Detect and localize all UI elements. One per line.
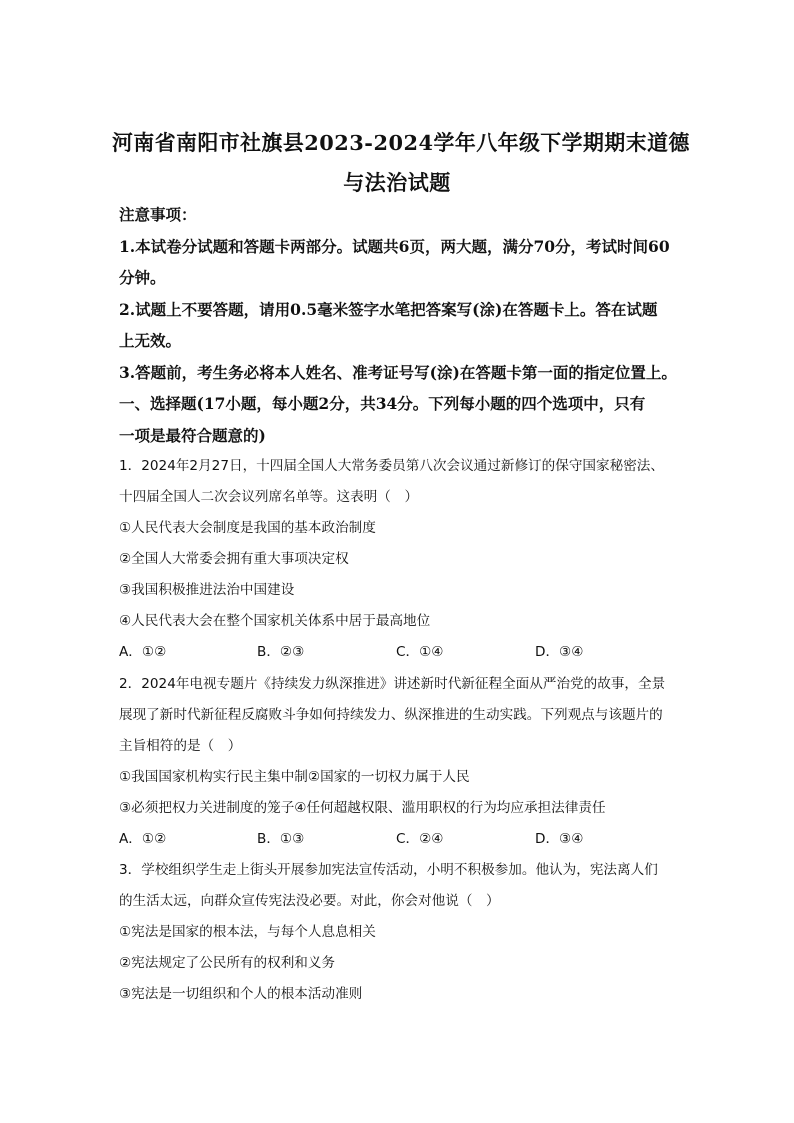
question-2-stem-line-3: 主旨相符的是（ ） xyxy=(119,738,242,754)
notice-item-3: 3.答题前，考生务必将本人姓名、准考证号写(涂)在答题卡第一面的指定位置上。 xyxy=(119,363,677,382)
question-1-statement-3: ③我国积极推进法治中国建设 xyxy=(119,582,295,598)
question-1-option-a: A．①② xyxy=(119,644,167,660)
question-1-statement-2: ②全国人大常委会拥有重大事项决定权 xyxy=(119,551,349,567)
notice-item-1-line-2: 分钟。 xyxy=(119,268,166,287)
question-2-option-d: D．③④ xyxy=(535,831,584,847)
question-1-option-d: D．③④ xyxy=(535,644,584,660)
question-2-option-a: A．①② xyxy=(119,831,167,847)
question-2-statements-1-2: ①我国国家机构实行民主集中制②国家的一切权力属于人民 xyxy=(119,769,470,785)
question-1-statement-4: ④人民代表大会在整个国家机关体系中居于最高地位 xyxy=(119,613,431,629)
question-2-option-b: B．①③ xyxy=(257,831,305,847)
section-1-heading-line-1: 一、选择题(17小题，每小题2分，共34分。下列每小题的四个选项中，只有 xyxy=(119,394,646,413)
question-1-stem-line-2: 十四届全国人二次会议列席名单等。这表明（ ） xyxy=(119,489,419,505)
question-1-option-b: B．②③ xyxy=(257,644,305,660)
question-1-option-c: C．①④ xyxy=(396,644,444,660)
exam-title-line1: 河南省南阳市社旗县2023-2024学年八年级下学期期末道德 xyxy=(112,130,690,155)
question-2-option-c: C．②④ xyxy=(396,831,444,847)
notice-item-1-line-1: 1.本试卷分试题和答题卡两部分。试题共6页，两大题，满分70分，考试时间60 xyxy=(119,237,670,256)
question-2-stem-line-2: 展现了新时代新征程反腐败斗争如何持续发力、纵深推进的生动实践。下列观点与该题片的 xyxy=(119,707,663,723)
notice-item-2-line-1: 2.试题上不要答题，请用0.5毫米签字水笔把答案写(涂)在答题卡上。答在试题 xyxy=(119,300,658,319)
notice-item-2-line-2: 上无效。 xyxy=(119,331,182,350)
question-1-statement-1: ①人民代表大会制度是我国的基本政治制度 xyxy=(119,520,376,536)
notice-heading: 注意事项： xyxy=(119,205,197,224)
section-1-heading-line-2: 一项是最符合题意的) xyxy=(119,426,266,445)
exam-title-line2: 与法治试题 xyxy=(343,170,451,195)
question-3-statement-3: ③宪法是一切组织和个人的根本活动准则 xyxy=(119,986,363,1002)
question-2-statements-3-4: ③必须把权力关进制度的笼子④任何超越权限、滥用职权的行为均应承担法律责任 xyxy=(119,800,606,816)
question-1-stem-line-1: 1．2024年2月27日，十四届全国人大常务委员第八次会议通过新修订的保守国家秘密法、 xyxy=(119,458,664,474)
question-3-stem-line-2: 的生活太远，向群众宣传宪法没必要。对此，你会对他说（ ） xyxy=(119,893,500,909)
question-3-stem-line-1: 3．学校组织学生走上街头开展参加宪法宣传活动，小明不积极参加。他认为，宪法离人们 xyxy=(119,862,658,878)
question-3-statement-1: ①宪法是国家的根本法，与每个人息息相关 xyxy=(119,924,376,940)
question-3-statement-2: ②宪法规定了公民所有的权利和义务 xyxy=(119,955,336,971)
question-2-stem-line-1: 2．2024年电视专题片《持续发力纵深推进》讲述新时代新征程全面从严治党的故事，全景 xyxy=(119,676,666,692)
